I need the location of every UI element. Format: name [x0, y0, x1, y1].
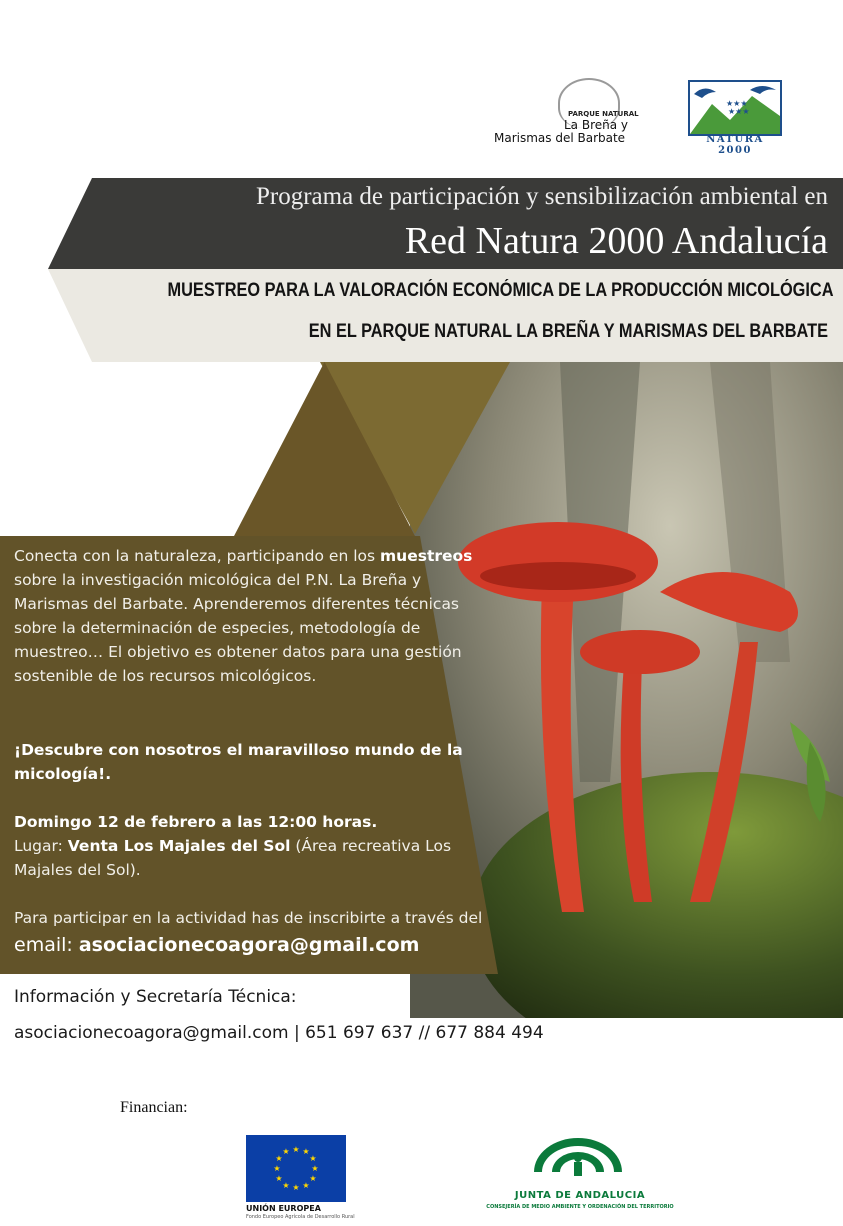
activity-description: [14, 544, 484, 688]
junta-name: JUNTA DE ANDALUCIA: [514, 1190, 646, 1201]
park-logo-line2: Marismas del Barbate: [494, 131, 626, 145]
signup-instructions: Para participar en la actividad has de inscribirte a través del: [14, 909, 483, 927]
natura-2000-label: NATURA 2000: [706, 134, 764, 156]
secretariat-title: Información y Secretaría Técnica:: [14, 987, 297, 1007]
place-name: Venta Los Majales del Sol: [67, 837, 291, 855]
svg-text:★: ★: [282, 1181, 290, 1190]
svg-text:★★★: ★★★: [728, 107, 750, 116]
eu-name: UNIÓN EUROPEA: [246, 1204, 321, 1213]
description-text-2: sobre la investigación micológica del P.N. La Breña y Marismas del Barbate. Aprenderemos diferentes técnicas sobre la determinación de especies, metodología de muestreo… El objetivo es obtener datos para una gestión sostenible de los recursos micológicos.: [14, 571, 462, 685]
svg-text:★★★: ★★★: [726, 99, 748, 108]
svg-text:★: ★: [275, 1174, 283, 1183]
secretariat-contact: asociacionecoagora@gmail.com | 651 697 637 // 677 884 494: [14, 1023, 544, 1043]
svg-text:★: ★: [302, 1181, 310, 1190]
svg-text:★: ★: [309, 1154, 317, 1163]
natura-2000-logo: [688, 72, 782, 156]
call-to-action: ¡Descubre con nosotros el maravilloso mundo de la micología!.: [14, 741, 463, 783]
activity-title-line1: MUESTREO PARA LA VALORACIÓN ECONÓMICA DE LA PRODUCCIÓN MICOLÓGICA: [167, 280, 834, 301]
svg-text:★: ★: [275, 1154, 283, 1163]
svg-text:★: ★: [292, 1145, 300, 1154]
svg-text:★: ★: [311, 1164, 319, 1173]
svg-text:★: ★: [292, 1183, 300, 1192]
svg-text:★: ★: [273, 1164, 281, 1173]
network-title: Red Natura 2000 Andalucía: [404, 220, 828, 262]
park-logo-small-text: PARQUE NATURAL: [568, 110, 639, 118]
description-bold: muestreos: [380, 547, 473, 565]
event-date: Domingo 12 de febrero a las 12:00 horas.: [14, 813, 378, 831]
activity-title-line2: EN EL PARQUE NATURAL LA BREÑA Y MARISMAS DEL BARBATE: [308, 321, 828, 342]
place-detail: (Área recreativa Los Majales del Sol).: [14, 837, 452, 879]
funding-label: Financian:: [120, 1099, 188, 1116]
event-place: [14, 834, 484, 882]
junta-andalucia-emblem-icon: [530, 1132, 626, 1182]
junta-subtitle: CONSEJERÍA DE MEDIO AMBIENTE Y ORDENACIÓN DEL TERRITORIO: [486, 1204, 674, 1210]
program-title: Programa de participación y sensibilización ambiental en: [255, 183, 828, 210]
natura-2000-emblem-icon: [688, 80, 782, 136]
description-text-1: Conecta con la naturaleza, participando en los: [14, 547, 381, 565]
eu-flag-icon: [246, 1135, 346, 1202]
svg-text:★: ★: [282, 1147, 290, 1156]
svg-text:★: ★: [302, 1147, 310, 1156]
eu-subtitle: Fondo Europeo Agrícola de Desarrollo Rural: [246, 1214, 355, 1220]
park-logo: [490, 78, 640, 148]
email-link[interactable]: asociacionecoagora@gmail.com: [78, 934, 420, 956]
signup-email: [14, 932, 494, 958]
place-label: Lugar:: [14, 837, 68, 855]
park-logo-line1: La Breña y: [564, 118, 629, 132]
svg-text:★: ★: [309, 1174, 317, 1183]
email-label: email:: [14, 934, 79, 956]
